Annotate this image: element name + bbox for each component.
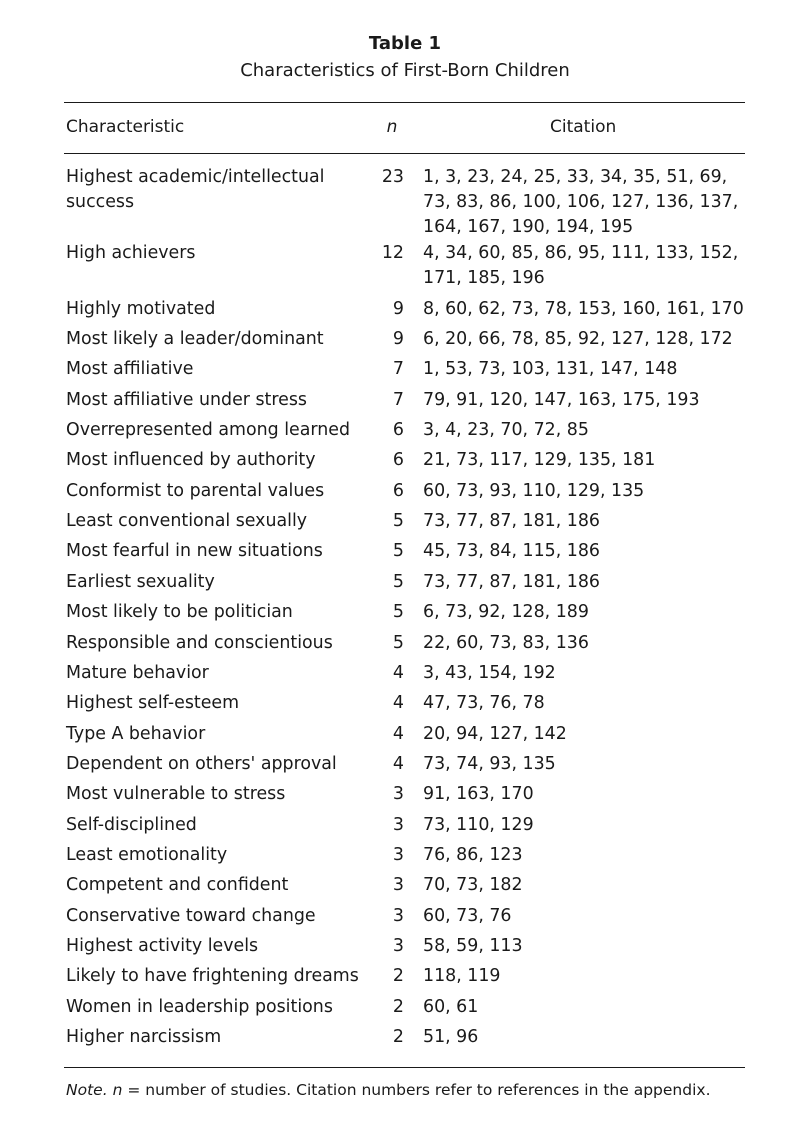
cell-n: 4 bbox=[392, 693, 404, 714]
cell-n: 5 bbox=[392, 511, 404, 532]
cell-n: 3 bbox=[392, 905, 404, 926]
cell-citation: 73, 110, 129 bbox=[423, 814, 534, 835]
table-row bbox=[0, 448, 800, 478]
table-row bbox=[0, 661, 800, 691]
table-row bbox=[0, 843, 800, 873]
cell-citation: 51, 96 bbox=[423, 1027, 479, 1048]
table-row bbox=[0, 782, 800, 812]
table-row bbox=[0, 691, 800, 721]
cell-n: 2 bbox=[392, 996, 404, 1017]
cell-citation: 3, 43, 154, 192 bbox=[423, 662, 556, 683]
table-row bbox=[0, 964, 800, 994]
cell-characteristic: Most likely to be politician bbox=[66, 602, 293, 623]
cell-citation: 58, 59, 113 bbox=[423, 936, 523, 957]
table-note bbox=[66, 1079, 766, 1101]
cell-n: 9 bbox=[392, 298, 404, 319]
cell-n: 4 bbox=[392, 723, 404, 744]
cell-citation: 6, 73, 92, 128, 189 bbox=[423, 602, 589, 623]
cell-n: 3 bbox=[392, 875, 404, 896]
cell-characteristic: Least conventional sexually bbox=[66, 511, 308, 532]
cell-characteristic: Most fearful in new situations bbox=[66, 541, 323, 562]
table-row bbox=[0, 1025, 800, 1055]
cell-citation: 60, 61 bbox=[423, 996, 479, 1017]
cell-citation: 60, 73, 93, 110, 129, 135 bbox=[423, 480, 645, 501]
table-row bbox=[0, 813, 800, 843]
cell-citation: 45, 73, 84, 115, 186 bbox=[423, 541, 600, 562]
cell-citation: 91, 163, 170 bbox=[423, 784, 534, 805]
table-row bbox=[0, 418, 800, 448]
cell-citation: 79, 91, 120, 147, 163, 175, 193 bbox=[423, 389, 700, 410]
cell-citation: 3, 4, 23, 70, 72, 85 bbox=[423, 419, 589, 440]
cell-citation: 60, 73, 76 bbox=[423, 905, 512, 926]
cell-characteristic: Overrepresented among learned bbox=[66, 419, 350, 440]
table-row bbox=[0, 600, 800, 630]
cell-n: 5 bbox=[392, 602, 404, 623]
cell-characteristic: Earliest sexuality bbox=[66, 571, 215, 592]
table-row bbox=[0, 904, 800, 934]
cell-characteristic: Type A behavior bbox=[66, 723, 206, 744]
cell-n: 6 bbox=[392, 419, 404, 440]
cell-n: 5 bbox=[392, 571, 404, 592]
cell-n: 5 bbox=[392, 541, 404, 562]
cell-characteristic: Least emotionality bbox=[66, 845, 228, 866]
table-row bbox=[0, 357, 800, 387]
cell-citation: 20, 94, 127, 142 bbox=[423, 723, 567, 744]
cell-citation: 1, 53, 73, 103, 131, 147, 148 bbox=[423, 359, 678, 380]
header-characteristic: Characteristic bbox=[66, 117, 185, 137]
table-row bbox=[0, 241, 800, 297]
table-row bbox=[0, 752, 800, 782]
table-row bbox=[0, 631, 800, 661]
cell-characteristic: Highest self-esteem bbox=[66, 693, 240, 714]
cell-characteristic: Conservative toward change bbox=[66, 905, 316, 926]
cell-characteristic: Most affiliative bbox=[66, 359, 194, 380]
cell-citation: 70, 73, 182 bbox=[423, 875, 523, 896]
cell-citation: 73, 77, 87, 181, 186 bbox=[423, 571, 600, 592]
cell-characteristic: Most likely a leader/dominant bbox=[66, 328, 324, 349]
table-row bbox=[0, 722, 800, 752]
cell-characteristic: Most vulnerable to stress bbox=[66, 784, 286, 805]
table-header-row bbox=[0, 115, 800, 139]
note-label: Note. bbox=[66, 1081, 108, 1099]
cell-citation: 73, 74, 93, 135 bbox=[423, 753, 556, 774]
table-row bbox=[0, 539, 800, 569]
cell-n: 6 bbox=[392, 480, 404, 501]
cell-characteristic: Most affiliative under stress bbox=[66, 389, 307, 410]
cell-n: 3 bbox=[392, 936, 404, 957]
table-header-rule bbox=[64, 153, 745, 154]
cell-n: 7 bbox=[392, 359, 404, 380]
table-row bbox=[0, 509, 800, 539]
table-row bbox=[0, 165, 800, 241]
cell-characteristic: Dependent on others' approval bbox=[66, 753, 337, 774]
table-body bbox=[0, 165, 800, 1056]
table-row bbox=[0, 388, 800, 418]
cell-characteristic: Mature behavior bbox=[66, 662, 209, 683]
cell-characteristic: Conformist to parental values bbox=[66, 480, 325, 501]
table-number: Table 1 bbox=[368, 33, 442, 54]
header-citation: Citation bbox=[550, 117, 617, 137]
cell-n: 3 bbox=[392, 814, 404, 835]
note-text: = number of studies. Citation numbers refer to references in the appendix. bbox=[127, 1081, 711, 1099]
cell-citation: 21, 73, 117, 129, 135, 181 bbox=[423, 450, 656, 471]
table-top-rule bbox=[64, 102, 745, 103]
cell-characteristic: Likely to have frightening dreams bbox=[66, 966, 359, 987]
cell-characteristic: Highest academic/intellectual success bbox=[66, 167, 325, 212]
cell-characteristic: Competent and confident bbox=[66, 875, 289, 896]
cell-citation: 8, 60, 62, 73, 78, 153, 160, 161, 170 bbox=[423, 298, 744, 319]
cell-n: 7 bbox=[392, 389, 404, 410]
cell-characteristic: Women in leadership positions bbox=[66, 996, 333, 1017]
table-row bbox=[0, 873, 800, 903]
cell-citation: 1, 3, 23, 24, 25, 33, 34, 35, 51, 69, 73, 83, 86, 100, 106, 127, 136, 137, 164, 167, 190, 194, 195 bbox=[423, 167, 739, 237]
cell-n: 5 bbox=[392, 632, 404, 653]
table-row bbox=[0, 934, 800, 964]
cell-characteristic: Responsible and conscientious bbox=[66, 632, 333, 653]
cell-n: 3 bbox=[392, 845, 404, 866]
cell-characteristic: Highest activity levels bbox=[66, 936, 259, 957]
table-row bbox=[0, 995, 800, 1025]
cell-citation: 4, 34, 60, 85, 86, 95, 111, 133, 152, 171, 185, 196 bbox=[423, 242, 739, 288]
cell-n: 3 bbox=[392, 784, 404, 805]
table-row bbox=[0, 327, 800, 357]
cell-citation: 118, 119 bbox=[423, 966, 501, 987]
table-row bbox=[0, 297, 800, 327]
cell-n: 6 bbox=[392, 450, 404, 471]
cell-n: 2 bbox=[392, 1027, 404, 1048]
cell-characteristic: Most influenced by authority bbox=[66, 450, 316, 471]
cell-characteristic: Highly motivated bbox=[66, 298, 216, 319]
table-caption: Characteristics of First-Born Children bbox=[240, 60, 570, 81]
cell-n: 23 bbox=[381, 167, 404, 187]
header-n: n bbox=[386, 117, 398, 137]
cell-n: 4 bbox=[392, 662, 404, 683]
note-n-symbol: n bbox=[112, 1081, 123, 1099]
table-row bbox=[0, 479, 800, 509]
cell-characteristic: Higher narcissism bbox=[66, 1027, 222, 1048]
cell-n: 9 bbox=[392, 328, 404, 349]
cell-citation: 6, 20, 66, 78, 85, 92, 127, 128, 172 bbox=[423, 328, 733, 349]
table-bottom-rule bbox=[64, 1067, 745, 1068]
table-row bbox=[0, 570, 800, 600]
cell-citation: 47, 73, 76, 78 bbox=[423, 693, 545, 714]
cell-characteristic: High achievers bbox=[66, 242, 196, 263]
cell-n: 2 bbox=[392, 966, 404, 987]
cell-characteristic: Self-disciplined bbox=[66, 814, 197, 835]
cell-citation: 22, 60, 73, 83, 136 bbox=[423, 632, 589, 653]
cell-n: 4 bbox=[392, 753, 404, 774]
cell-citation: 73, 77, 87, 181, 186 bbox=[423, 511, 600, 532]
cell-citation: 76, 86, 123 bbox=[423, 845, 523, 866]
cell-n: 12 bbox=[381, 242, 404, 263]
